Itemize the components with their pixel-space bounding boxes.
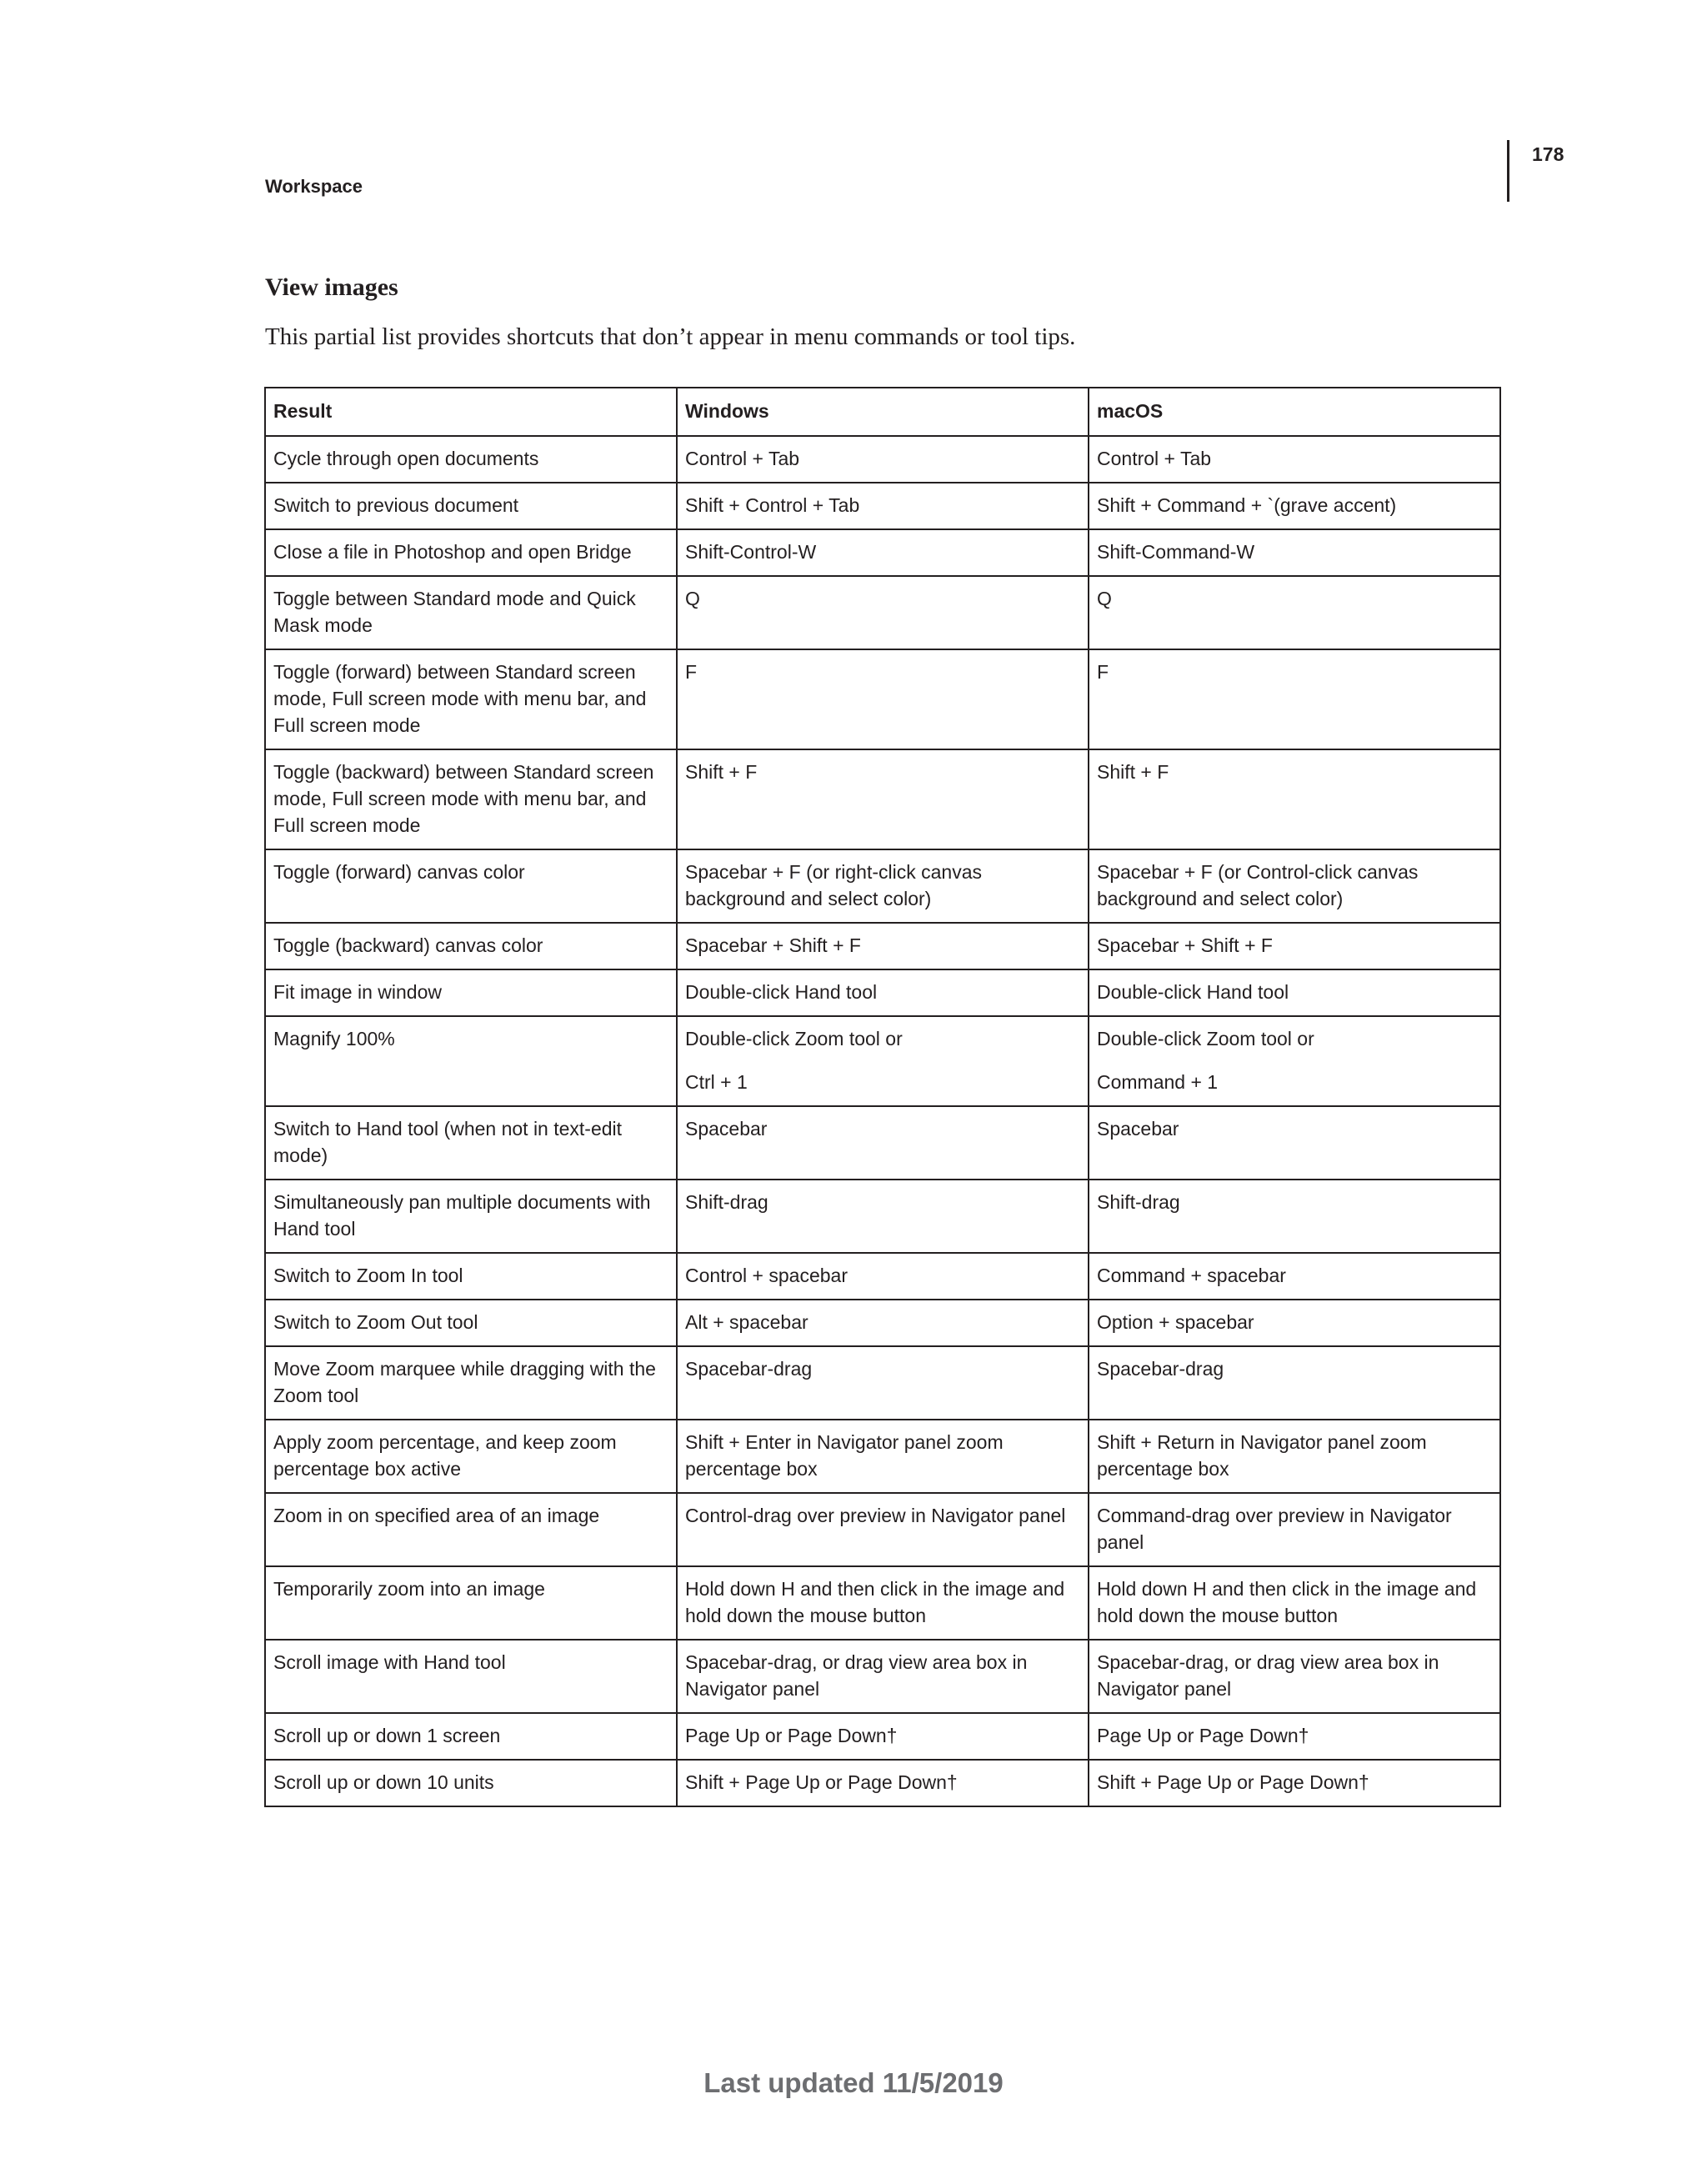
cell-macos <box>1089 1180 1500 1253</box>
table-row <box>265 749 1500 849</box>
cell-text: Shift-drag <box>685 1191 768 1213</box>
cell-text: Spacebar-drag <box>685 1358 813 1380</box>
table-row <box>265 1493 1500 1566</box>
cell-text: Spacebar + Shift + F <box>1097 934 1273 956</box>
cell-text: Q <box>685 588 700 609</box>
cell-text: Shift + Enter in Navigator panel zoom percentage box <box>685 1431 1004 1480</box>
cell-result <box>265 1253 677 1300</box>
table-row <box>265 529 1500 576</box>
cell-text: Zoom in on specified area of an image <box>273 1505 600 1526</box>
cell-macos <box>1089 1713 1500 1760</box>
cell-windows <box>677 849 1089 923</box>
cell-result <box>265 1713 677 1760</box>
cell-text: Spacebar <box>1097 1118 1179 1140</box>
table-row <box>265 1640 1500 1713</box>
cell-text: Command-drag over preview in Navigator panel <box>1097 1505 1452 1553</box>
table-row <box>265 1300 1500 1346</box>
column-header-windows: Windows <box>677 388 1089 436</box>
cell-windows <box>677 1493 1089 1566</box>
cell-text: Shift + F <box>1097 761 1169 783</box>
column-header-macos: macOS <box>1089 388 1500 436</box>
cell-text: Magnify 100% <box>273 1028 395 1049</box>
cell-windows <box>677 576 1089 649</box>
cell-result <box>265 1300 677 1346</box>
cell-text: Page Up or Page Down† <box>1097 1725 1309 1746</box>
cell-text: Shift + Return in Navigator panel zoom percentage box <box>1097 1431 1427 1480</box>
cell-windows <box>677 1106 1089 1180</box>
table-row <box>265 1566 1500 1640</box>
cell-windows <box>677 649 1089 749</box>
cell-text: Temporarily zoom into an image <box>273 1578 545 1600</box>
cell-text: Double-click Hand tool <box>685 981 878 1003</box>
cell-result <box>265 1493 677 1566</box>
cell-windows <box>677 1566 1089 1640</box>
cell-macos <box>1089 749 1500 849</box>
cell-result <box>265 529 677 576</box>
cell-macos <box>1089 483 1500 529</box>
cell-text: Toggle (forward) canvas color <box>273 861 525 883</box>
cell-text: Hold down H and then click in the image and hold down the mouse button <box>685 1578 1065 1626</box>
cell-text: Spacebar-drag, or drag view area box in Navigator panel <box>685 1651 1028 1700</box>
running-header: Workspace <box>265 176 363 197</box>
cell-result <box>265 749 677 849</box>
table-row <box>265 649 1500 749</box>
cell-text: Shift + Page Up or Page Down† <box>1097 1771 1369 1793</box>
table-body <box>265 436 1500 1806</box>
cell-result <box>265 1180 677 1253</box>
table-row <box>265 483 1500 529</box>
cell-text: Spacebar + F (or right-click canvas background and select color) <box>685 861 982 909</box>
table-row <box>265 1180 1500 1253</box>
cell-result <box>265 969 677 1016</box>
cell-result <box>265 1106 677 1180</box>
cell-text: Command + spacebar <box>1097 1265 1286 1286</box>
cell-text: Shift + Command + `(grave accent) <box>1097 494 1397 516</box>
cell-text: Spacebar <box>685 1118 768 1140</box>
cell-text: Shift + Page Up or Page Down† <box>685 1771 958 1793</box>
table-row <box>265 1420 1500 1493</box>
cell-text: Scroll up or down 10 units <box>273 1771 494 1793</box>
cell-text: Ctrl + 1 <box>685 1071 748 1093</box>
header-rule <box>1507 140 1509 202</box>
cell-macos <box>1089 649 1500 749</box>
table-row <box>265 1253 1500 1300</box>
cell-text: Toggle (backward) canvas color <box>273 934 543 956</box>
cell-text: Double-click Zoom tool or <box>1097 1028 1314 1049</box>
cell-windows <box>677 923 1089 969</box>
cell-macos <box>1089 1640 1500 1713</box>
cell-macos <box>1089 1016 1500 1106</box>
cell-windows <box>677 1713 1089 1760</box>
table-row <box>265 436 1500 483</box>
cell-text: F <box>685 661 698 683</box>
cell-text: Simultaneously pan multiple documents with Hand tool <box>273 1191 651 1240</box>
cell-macos <box>1089 1253 1500 1300</box>
page-number: 178 <box>1532 143 1564 165</box>
cell-text: Shift-Control-W <box>685 541 817 563</box>
cell-result <box>265 1760 677 1806</box>
cell-text: Spacebar-drag <box>1097 1358 1224 1380</box>
cell-result <box>265 436 677 483</box>
cell-text: Spacebar-drag, or drag view area box in Navigator panel <box>1097 1651 1439 1700</box>
table-row <box>265 849 1500 923</box>
cell-text: Close a file in Photoshop and open Bridge <box>273 541 632 563</box>
cell-windows <box>677 1640 1089 1713</box>
cell-text: Page Up or Page Down† <box>685 1725 898 1746</box>
cell-windows <box>677 969 1089 1016</box>
cell-text: Control + spacebar <box>685 1265 848 1286</box>
intro-paragraph: This partial list provides shortcuts that don’t appear in menu commands or tool tips. <box>265 323 1076 350</box>
cell-result <box>265 1640 677 1713</box>
cell-macos <box>1089 1493 1500 1566</box>
cell-macos <box>1089 1566 1500 1640</box>
cell-text: F <box>1097 661 1109 683</box>
cell-windows <box>677 529 1089 576</box>
cell-text: Scroll up or down 1 screen <box>273 1725 501 1746</box>
cell-windows <box>677 1300 1089 1346</box>
cell-text: Double-click Zoom tool or <box>685 1028 903 1049</box>
cell-text: Apply zoom percentage, and keep zoom percentage box active <box>273 1431 617 1480</box>
cell-text: Spacebar + F (or Control-click canvas background and select color) <box>1097 861 1419 909</box>
cell-macos <box>1089 576 1500 649</box>
table-row <box>265 1713 1500 1760</box>
cell-result <box>265 649 677 749</box>
cell-text: Scroll image with Hand tool <box>273 1651 506 1673</box>
table-row <box>265 1760 1500 1806</box>
table-row <box>265 1106 1500 1180</box>
cell-text: Alt + spacebar <box>685 1311 808 1333</box>
cell-macos <box>1089 436 1500 483</box>
cell-result <box>265 1420 677 1493</box>
cell-text: Cycle through open documents <box>273 448 539 469</box>
cell-macos <box>1089 923 1500 969</box>
cell-text: Move Zoom marquee while dragging with the Zoom tool <box>273 1358 656 1406</box>
table-row <box>265 969 1500 1016</box>
cell-text: Switch to previous document <box>273 494 519 516</box>
cell-macos <box>1089 969 1500 1016</box>
cell-macos <box>1089 529 1500 576</box>
section-heading: View images <box>265 273 398 301</box>
cell-macos <box>1089 1346 1500 1420</box>
cell-result <box>265 483 677 529</box>
cell-text: Switch to Hand tool (when not in text-edit mode) <box>273 1118 623 1166</box>
cell-text: Shift + F <box>685 761 758 783</box>
cell-windows <box>677 1253 1089 1300</box>
cell-macos <box>1089 1106 1500 1180</box>
cell-text: Control + Tab <box>685 448 800 469</box>
cell-text: Shift-drag <box>1097 1191 1180 1213</box>
cell-text: Double-click Hand tool <box>1097 981 1289 1003</box>
cell-windows <box>677 483 1089 529</box>
cell-windows <box>677 749 1089 849</box>
table-row <box>265 923 1500 969</box>
table-row <box>265 1016 1500 1106</box>
cell-windows <box>677 1760 1089 1806</box>
cell-windows <box>677 436 1089 483</box>
cell-result <box>265 1016 677 1106</box>
cell-text: Q <box>1097 588 1112 609</box>
footer-last-updated: Last updated 11/5/2019 <box>703 2067 1004 2098</box>
cell-text: Control-drag over preview in Navigator panel <box>685 1505 1066 1526</box>
cell-result <box>265 576 677 649</box>
cell-text: Shift-Command-W <box>1097 541 1255 563</box>
cell-macos <box>1089 849 1500 923</box>
cell-result <box>265 849 677 923</box>
cell-text: Spacebar + Shift + F <box>685 934 861 956</box>
cell-macos <box>1089 1760 1500 1806</box>
cell-text: Toggle (backward) between Standard screen mode, Full screen mode with menu bar, and Full screen mode <box>273 761 654 836</box>
cell-windows <box>677 1180 1089 1253</box>
cell-text: Toggle between Standard mode and Quick Mask mode <box>273 588 636 636</box>
column-header-result: Result <box>265 388 677 436</box>
cell-text: Switch to Zoom Out tool <box>273 1311 478 1333</box>
cell-windows <box>677 1420 1089 1493</box>
cell-macos <box>1089 1300 1500 1346</box>
cell-text: Option + spacebar <box>1097 1311 1254 1333</box>
table-row <box>265 1346 1500 1420</box>
cell-text: Command + 1 <box>1097 1071 1219 1093</box>
cell-windows <box>677 1016 1089 1106</box>
table-header-row <box>265 388 1500 436</box>
cell-result <box>265 923 677 969</box>
cell-text: Fit image in window <box>273 981 442 1003</box>
table-row <box>265 576 1500 649</box>
cell-text: Switch to Zoom In tool <box>273 1265 463 1286</box>
cell-windows <box>677 1346 1089 1420</box>
cell-text: Control + Tab <box>1097 448 1212 469</box>
shortcuts-table <box>264 387 1501 1807</box>
cell-text: Toggle (forward) between Standard screen mode, Full screen mode with menu bar, and Full screen mode <box>273 661 647 736</box>
cell-macos <box>1089 1420 1500 1493</box>
cell-result <box>265 1346 677 1420</box>
cell-text: Hold down H and then click in the image and hold down the mouse button <box>1097 1578 1477 1626</box>
cell-result <box>265 1566 677 1640</box>
cell-text: Shift + Control + Tab <box>685 494 860 516</box>
